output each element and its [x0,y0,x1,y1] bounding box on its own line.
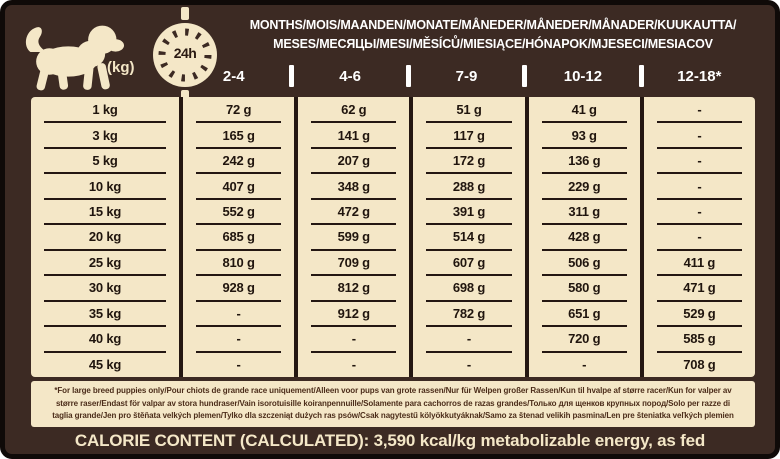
amount-cell: 141 g [294,122,409,147]
amount-cell: 607 g [409,250,524,275]
amount-cell: 93 g [525,122,640,147]
weight-cell: 10 kg [31,173,179,198]
amount-cell: - [179,301,294,326]
amount-cell: 407 g [179,173,294,198]
age-header-row [178,62,755,90]
amount-cell: 172 g [409,148,524,173]
amount-cell: 72 g [179,97,294,122]
amount-cell: - [640,224,755,249]
amount-cell: 651 g [525,301,640,326]
weight-cell: 1 kg [31,97,179,122]
weight-cell: 20 kg [31,224,179,249]
amount-cell: - [294,352,409,377]
amount-cell: - [640,97,755,122]
amount-cell: 514 g [409,224,524,249]
weight-cell: 25 kg [31,250,179,275]
amount-cell: 810 g [179,250,294,275]
weight-unit-label: (kg) [107,59,135,76]
age-column-header: 4-6 [339,67,361,85]
footnote-line-3: taglia grande/Jen pro štěňata velkých plemen/Tylko dla szczeniąt dużych ras psów/Csak nagytestű kölyökkutyáknak/Samo za štenad velikih pasmina/Len pre šteniatka veľkých plemien [52,411,734,420]
puppy-icon [21,13,125,93]
amount-cell: 708 g [640,352,755,377]
amount-cell: 411 g [640,250,755,275]
age-column-header: 12-18* [677,67,722,85]
amount-cell: 62 g [294,97,409,122]
amount-cell: 428 g [525,224,640,249]
amount-cell: 912 g [294,301,409,326]
amount-cell: 207 g [294,148,409,173]
amount-cell: - [294,326,409,351]
weight-cell: 5 kg [31,148,179,173]
weight-cell: 30 kg [31,275,179,300]
amount-cell: 585 g [640,326,755,351]
amount-cell: - [640,173,755,198]
amount-cell: 348 g [294,173,409,198]
footnote [31,381,755,427]
amount-cell: 709 g [294,250,409,275]
amount-cell: 928 g [179,275,294,300]
amount-cell: 229 g [525,173,640,198]
amount-cell: 242 g [179,148,294,173]
amount-cell: - [179,352,294,377]
age-column-header: 7-9 [455,67,478,85]
amount-cell: - [409,326,524,351]
amount-cell: 782 g [409,301,524,326]
footnote-line-1: *For large breed puppies only/Pour chiots de grande race uniquement/Alleen voor pups van grote rassen/Nur für Welpen großer Rassen/Kun til hvalpe af større racer/Kun for valper av [54,386,732,395]
amount-cell: 720 g [525,326,640,351]
amount-cell: 698 g [409,275,524,300]
amount-cell: 136 g [525,148,640,173]
amount-cell: 580 g [525,275,640,300]
amount-cell: 41 g [525,97,640,122]
amount-cell: 685 g [179,224,294,249]
calorie-bar [5,428,775,454]
amount-cell: 471 g [640,275,755,300]
weight-cell: 3 kg [31,122,179,147]
amount-cell: - [640,122,755,147]
weight-cell: 35 kg [31,301,179,326]
weight-cell: 45 kg [88,356,122,372]
amount-cell: 812 g [294,275,409,300]
amount-cell: 117 g [409,122,524,147]
months-line-2: MESES/МЕСЯЦЫ/MESI/MĚSÍCŮ/MIESIĄCE/HÓNAPOK/MJESECI/MESIACOV [273,37,713,51]
amount-cell: 288 g [409,173,524,198]
amount-cell: 165 g [179,122,294,147]
amount-cell: - [640,199,755,224]
age-column-header: 2-4 [222,67,245,85]
amount-cell: 506 g [525,250,640,275]
amount-cell: - [525,352,640,377]
amount-cell: - [409,352,524,377]
months-title [219,16,767,54]
amount-cell: 552 g [179,199,294,224]
amount-cell: - [179,326,294,351]
amount-cell: 391 g [409,199,524,224]
amount-cell: 529 g [640,301,755,326]
clock-label: 24h [173,45,197,61]
feeding-table [31,97,755,377]
weight-cell: 40 kg [31,326,179,351]
footnote-line-2: større raser/Endast för valpar av stora hundraser/Vain isorotuisille koiranpennuille/Solamente para cachorros de razas grandes/Только для щенков крупных пород/Solo per razze di [55,398,731,408]
calorie-text: CALORIE CONTENT (CALCULATED): 3,590 kcal/kg metabolizable energy, as fed [74,431,706,450]
amount-cell: - [640,148,755,173]
amount-cell: 51 g [409,97,524,122]
months-line-1: MONTHS/MOIS/MAANDEN/MONATE/MÅNEDER/MÅNEDER/MÅNADER/KUUKAUTTA/ [249,18,737,32]
weight-cell: 15 kg [31,199,179,224]
amount-cell: 472 g [294,199,409,224]
amount-cell: 599 g [294,224,409,249]
age-column-header: 10-12 [563,67,603,85]
amount-cell: 311 g [525,199,640,224]
